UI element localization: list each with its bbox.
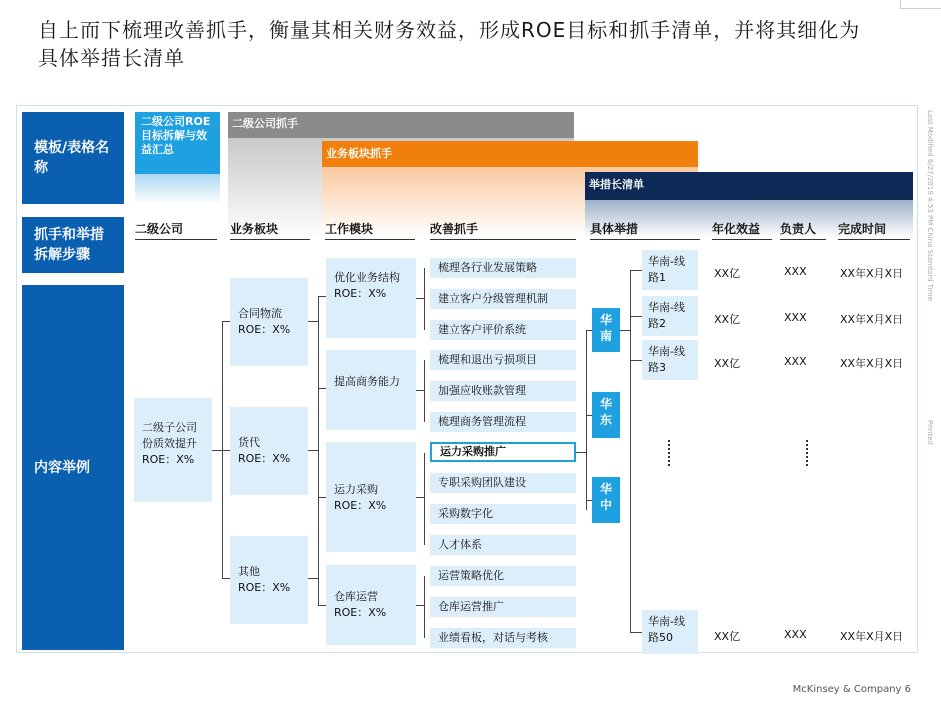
benefit-value: XX亿 [714,630,741,643]
lever-item: 人才体系 [430,535,576,555]
region-label: 华中 [599,482,612,512]
module-name: 提高商务能力 [334,375,400,388]
header-cyan-fade [135,174,220,204]
row-label-template: 模板/表格名称 [22,112,124,204]
side-printed: Printed [926,420,934,445]
owner-value: XXX [784,311,807,324]
ellipsis-dots [668,440,672,466]
page-title: 自上而下梳理改善抓手，衡量其相关财务效益，形成ROE目标和抓手清单，并将其细化为具体举措长清单 [38,18,861,70]
row-label-examples: 内容举例 [22,285,124,650]
date-value: XX年X月X日 [840,267,904,280]
lever-item: 专职采购团队建设 [430,473,576,493]
owner-value: XXX [784,355,807,368]
company-roe: ROE：X% [142,453,195,466]
route-box: 华南-线路2 [642,296,698,336]
owner-value: XXX [784,265,807,278]
route-box: 华南-线路1 [642,250,698,290]
region-label: 华南 [599,313,612,343]
segment-box [230,278,308,366]
company-name: 二级子公司份质效提升 [142,421,197,450]
company-box [134,398,212,502]
segment-name: 其他 [238,565,260,578]
benefit-value: XX亿 [714,313,741,326]
header-initiative-list: 举措长清单 [589,178,644,191]
date-value: XX年X月X日 [840,313,904,326]
lever-item: 梳理商务管理流程 [430,412,576,432]
date-value: XX年X月X日 [840,630,904,643]
lever-item: 采购数字化 [430,504,576,524]
lever-item: 业绩看板，对话与考核 [430,628,576,648]
route-box: 华南-线路3 [642,340,698,380]
benefit-value: XX亿 [714,357,741,370]
module-name: 优化业务结构 [334,271,400,284]
lever-item: 建立客户评价系统 [430,320,576,340]
side-timestamp: Last Modified 6/27/2019 4:53 PM China Standard Time [926,110,934,301]
lever-item: 梳理和退出亏损项目 [430,350,576,370]
col-date: 完成时间 [838,220,910,240]
col-company: 二级公司 [135,220,217,240]
module-box [326,565,416,645]
col-lever: 改善抓手 [430,220,576,240]
segment-name: 合同物流 [238,307,282,320]
region-box [592,477,620,523]
lever-item-highlighted: 运力采购推广 [430,442,576,462]
segment-box [230,407,308,495]
lever-item: 加强应收账款管理 [430,381,576,401]
col-owner: 负责人 [780,220,826,240]
segment-roe: ROE：X% [238,452,291,465]
segment-name: 货代 [238,436,260,449]
module-box [326,350,416,430]
ellipsis-dots [806,440,810,466]
lever-item: 建立客户分级管理机制 [430,289,576,309]
region-box [592,308,620,352]
module-box [326,442,416,552]
module-roe: ROE：X% [334,287,387,300]
route-box: 华南-线路50 [642,610,698,654]
segment-roe: ROE：X% [238,323,291,336]
module-name: 运力采购 [334,483,378,496]
header-company-lever: 二级公司抓手 [228,112,428,134]
lever-item: 仓库运营推广 [430,597,576,617]
region-box [592,392,620,438]
lever-item: 运营策略优化 [430,566,576,586]
col-segment: 业务板块 [230,220,310,240]
header-roe-breakdown: 二级公司ROE目标拆解与效益汇总 [135,112,220,174]
segment-roe: ROE：X% [238,581,291,594]
module-roe: ROE：X% [334,606,387,619]
header-segment-lever: 业务板块抓手 [326,147,392,160]
col-benefit: 年化效益 [712,220,772,240]
module-roe: ROE：X% [334,499,387,512]
footer: McKinsey & Company 6 [792,684,911,695]
benefit-value: XX亿 [714,267,741,280]
lever-item: 梳理各行业发展策略 [430,258,576,278]
owner-value: XXX [784,628,807,641]
corner-box [900,0,941,9]
col-module: 工作模块 [325,220,415,240]
col-initiative: 具体举措 [590,220,700,240]
module-box [326,258,416,338]
segment-box [230,536,308,624]
region-label: 华东 [599,397,612,427]
date-value: XX年X月X日 [840,357,904,370]
module-name: 仓库运营 [334,590,378,603]
row-label-steps: 抓手和举措拆解步骤 [22,217,124,273]
